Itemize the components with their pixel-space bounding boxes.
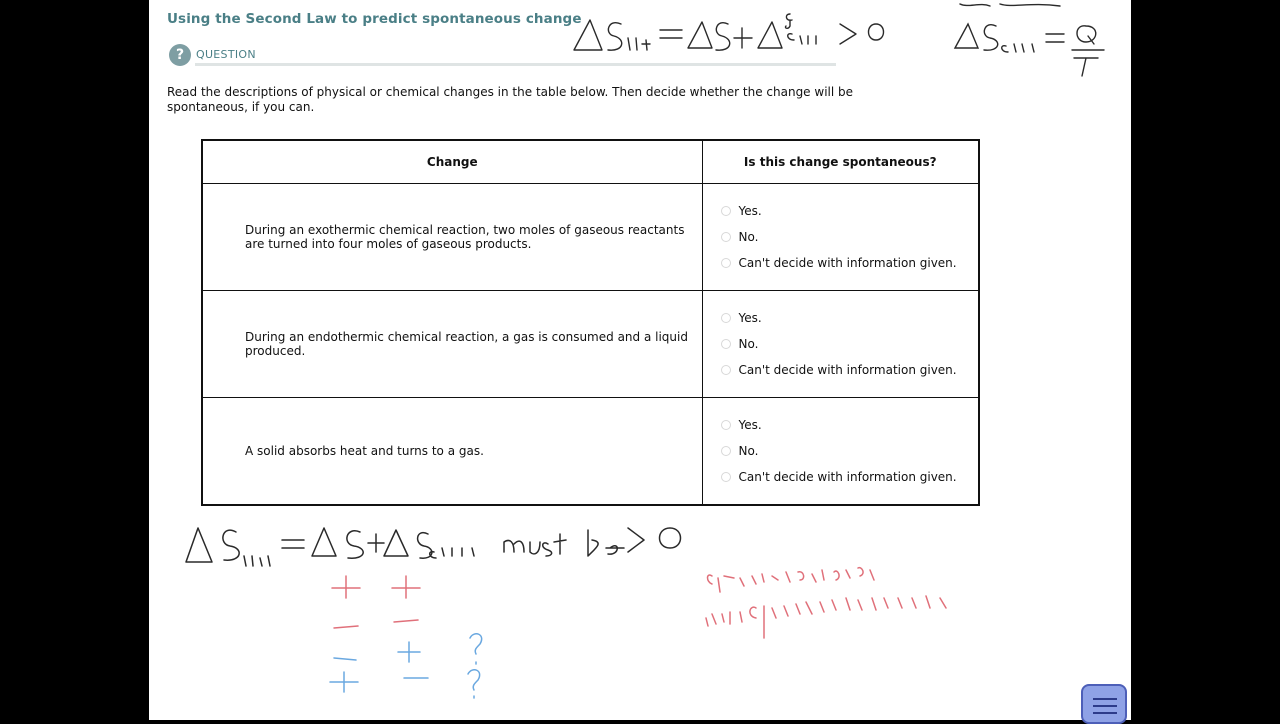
- ink-top-right: [955, 4, 1104, 76]
- change-description: During an exothermic chemical reaction, two moles of gaseous reactants are turned into four moles of gaseous products.: [202, 184, 702, 291]
- page-title: Using the Second Law to predict spontaneous change: [167, 11, 582, 27]
- option-label: Can't decide with information given.: [738, 256, 957, 270]
- ink-top-equation: [574, 14, 884, 50]
- question-icon: ?: [169, 44, 191, 66]
- option-label: No.: [738, 337, 759, 351]
- option-label: No.: [738, 444, 759, 458]
- ink-red-marks: [332, 568, 946, 638]
- change-description: During an endothermic chemical reaction, a gas is consumed and a liquid produced.: [202, 291, 702, 398]
- hamburger-icon-line: [1093, 712, 1117, 714]
- option-label: Yes.: [738, 204, 762, 218]
- header-change: Change: [202, 140, 702, 184]
- ink-main-equation: [186, 528, 681, 566]
- header-spontaneous: Is this change spontaneous?: [702, 140, 979, 184]
- option-label: Can't decide with information given.: [738, 363, 957, 377]
- option-label: Can't decide with information given.: [738, 470, 957, 484]
- question-label: QUESTION: [196, 48, 256, 61]
- hamburger-menu-button[interactable]: [1081, 684, 1127, 724]
- option-label: Yes.: [738, 311, 762, 325]
- option-label: Yes.: [738, 418, 762, 432]
- option-label: No.: [738, 230, 759, 244]
- ink-blue-marks: [330, 634, 482, 698]
- change-description: A solid absorbs heat and turns to a gas.: [202, 398, 702, 506]
- hamburger-icon: [1093, 698, 1117, 700]
- question-instructions: Read the descriptions of physical or chemical changes in the table below. Then decide whether the change will be spontaneous, if you can.: [167, 85, 854, 114]
- hamburger-icon-line: [1093, 705, 1117, 707]
